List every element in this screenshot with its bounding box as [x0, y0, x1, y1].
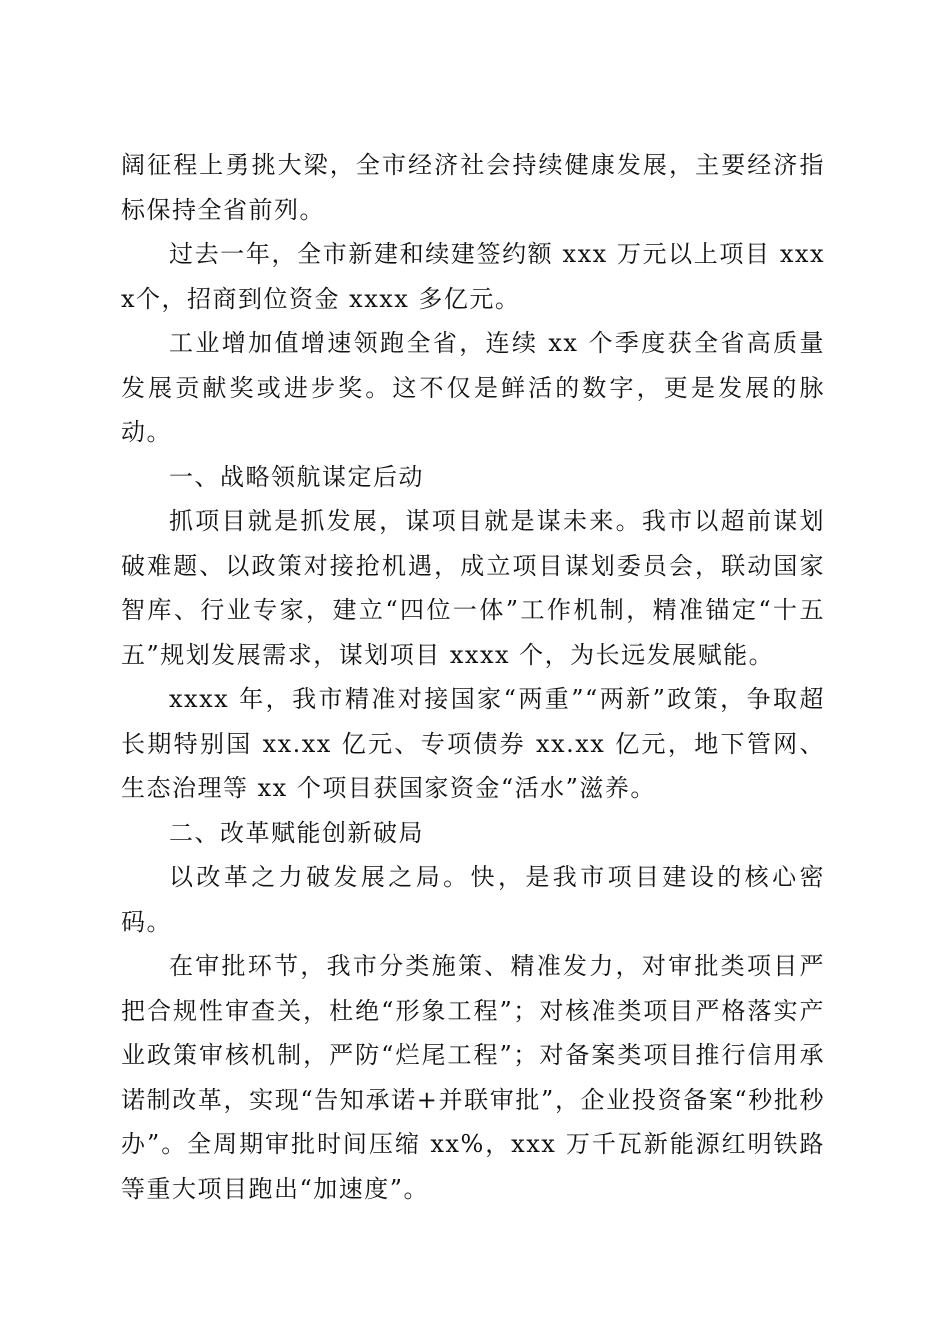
paragraph: 以改革之力破发展之局。快，是我市项目建设的核心密码。 [121, 863, 825, 936]
paragraph: 工业增加值增速领跑全省，连续 xx 个季度获全省高质量发展贡献奖或进步奖。这不仅是鲜活的数字，更是发展的脉动。 [121, 329, 825, 446]
paragraph: 在审批环节，我市分类施策、精准发力，对审批类项目严把合规性审查关，杜绝“形象工程”；对核准类项目严格落实产业政策审核机制，严防“烂尾工程”；对备案类项目推行信用承诺制改革，实现“告知承诺+并联审批”，企业投资备案“秒批秒办”。全周期审批时间压缩 xx%，xxx 万千瓦新能源红明铁路等重大项目跑出“加速度”。 [121, 952, 825, 1203]
paragraph: 过去一年，全市新建和续建签约额 xxx 万元以上项目 xxxx个，招商到位资金 xxxx 多亿元。 [121, 240, 825, 313]
paragraph: xxxx 年，我市精准对接国家“两重”“两新”政策，争取超长期特别国 xx.xx 亿元、专项债券 xx.xx 亿元，地下管网、生态治理等 xx 个项目获国家资金“活水”滋养。 [121, 685, 825, 802]
section-heading: 二、改革赋能创新破局 [169, 818, 424, 847]
section-heading: 一、战略领航谋定后动 [169, 462, 424, 491]
document-body [121, 143, 825, 1211]
paragraph: 阔征程上勇挑大梁，全市经济社会持续健康发展，主要经济指标保持全省前列。 [121, 151, 825, 224]
paragraph: 抓项目就是抓发展，谋项目就是谋未来。我市以超前谋划破难题、以政策对接抢机遇，成立项目谋划委员会，联动国家智库、行业专家，建立“四位一体”工作机制，精准锚定“十五五”规划发展需求，谋划项目 xxxx 个，为长远发展赋能。 [121, 507, 825, 669]
